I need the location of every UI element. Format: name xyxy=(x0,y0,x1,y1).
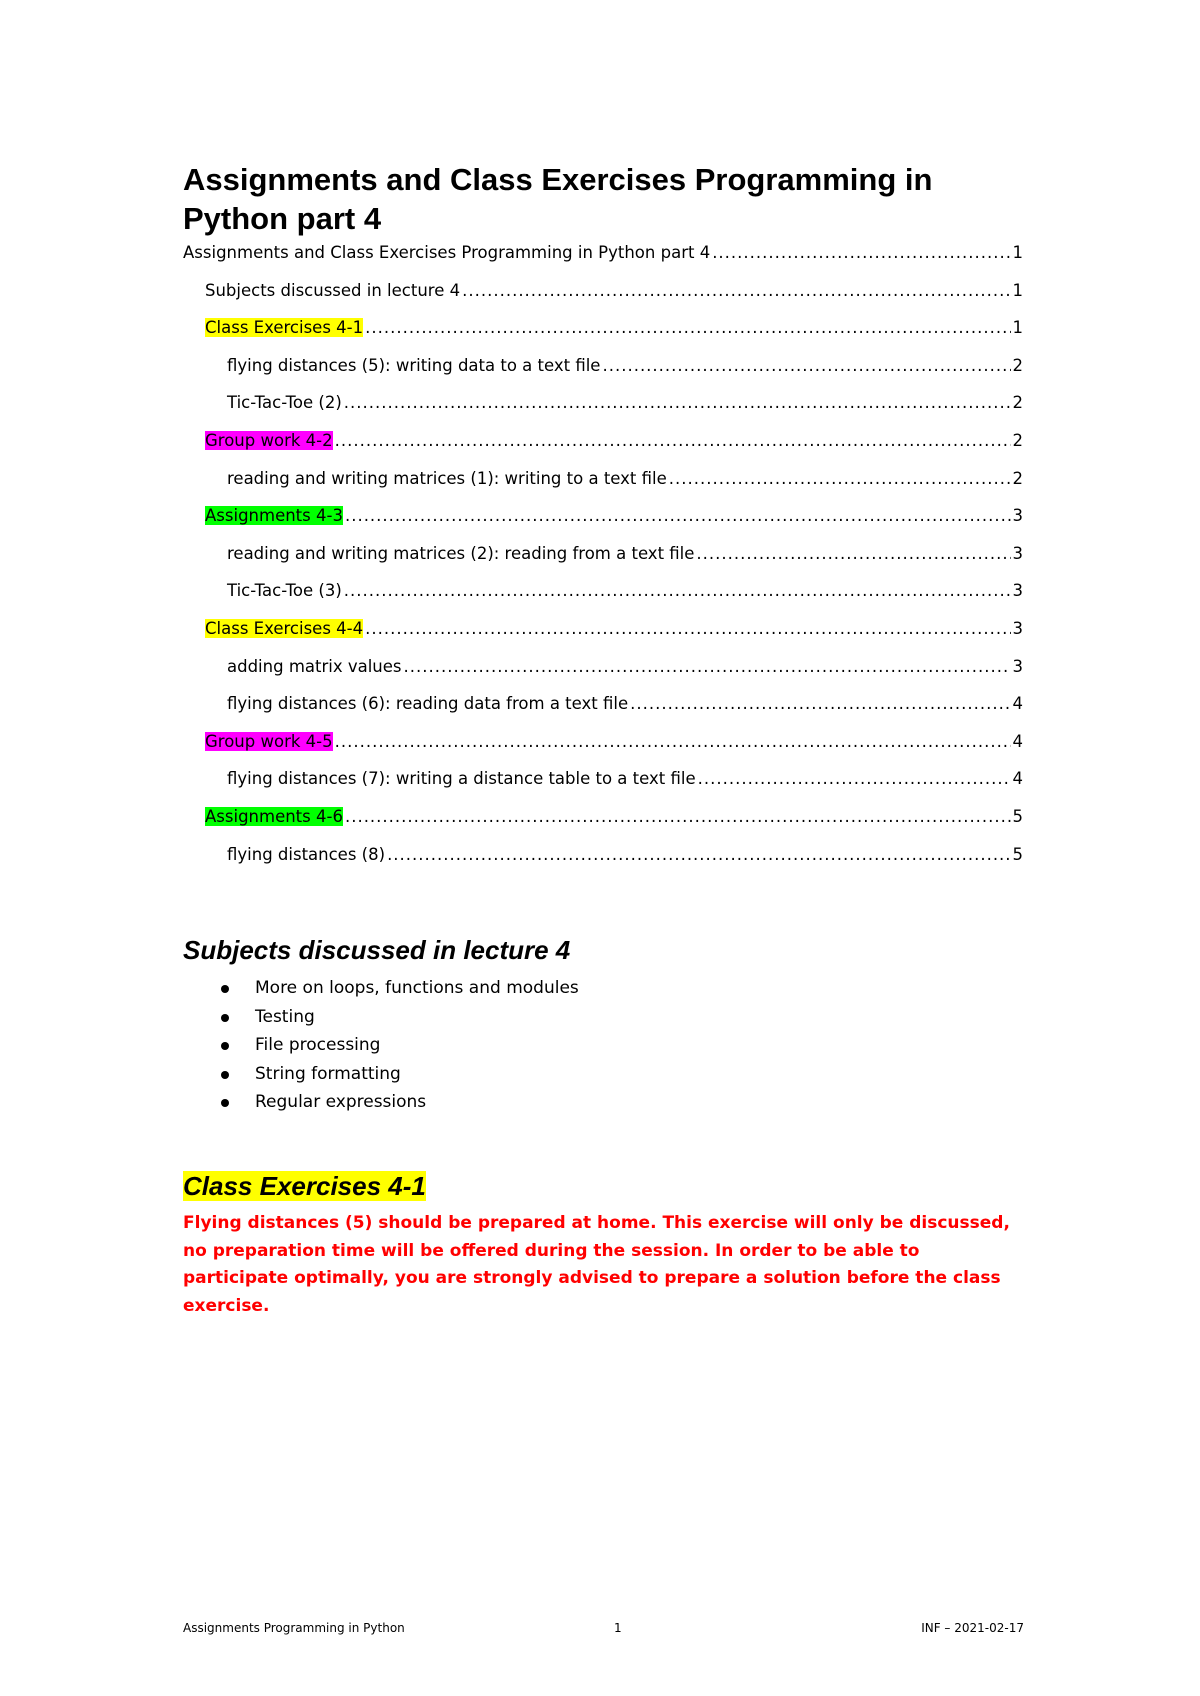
toc-dot-leader xyxy=(602,356,1010,375)
toc-entry[interactable] xyxy=(227,769,1023,793)
subject-item-text: File processing xyxy=(255,1035,381,1055)
toc-dot-leader xyxy=(344,393,1011,412)
bullet-icon xyxy=(221,1042,229,1050)
toc-entry-page: 4 xyxy=(1012,731,1023,751)
toc-entry[interactable] xyxy=(227,544,1023,568)
toc-dot-leader xyxy=(387,845,1010,864)
toc-dot-leader xyxy=(630,694,1010,713)
toc-entry[interactable] xyxy=(205,807,1023,831)
toc-entry-label: Assignments 4-6 xyxy=(205,807,343,826)
toc-dot-leader xyxy=(462,281,1010,300)
toc-dot-leader xyxy=(365,619,1010,638)
toc-entry-label: Class Exercises 4-1 xyxy=(205,318,364,338)
toc-dot-leader xyxy=(344,581,1011,600)
toc-entry-page: 3 xyxy=(1012,619,1023,638)
bullet-icon xyxy=(221,1071,229,1079)
toc-entry-label: adding matrix values xyxy=(227,656,402,676)
toc-dot-leader xyxy=(345,807,1011,826)
toc-entry-label: reading and writing matrices (2): reading from a text file xyxy=(227,543,695,563)
toc-entry-label: Tic-Tac-Toe (2) xyxy=(227,393,342,413)
toc-entry-page: 2 xyxy=(1012,468,1023,488)
subject-item xyxy=(183,1031,579,1060)
toc-entry[interactable] xyxy=(227,657,1023,681)
subject-item-text: Regular expressions xyxy=(255,1092,427,1112)
toc-entry-label: flying distances (5): writing data to a text file xyxy=(227,355,601,375)
class-exercises-heading xyxy=(183,1170,426,1202)
toc-dot-leader xyxy=(335,431,1011,450)
toc-entry-page: 1 xyxy=(1012,318,1023,338)
footer-right: INF – 2021-02-17 xyxy=(921,1621,1024,1635)
toc-entry[interactable] xyxy=(205,281,1023,305)
toc-dot-leader xyxy=(345,506,1011,525)
toc-entry[interactable] xyxy=(227,356,1023,380)
subject-item-text: Testing xyxy=(255,1006,315,1027)
toc-entry-label: reading and writing matrices (1): writing to a text file xyxy=(227,468,667,488)
subject-item xyxy=(183,974,579,1003)
subject-item-text: String formatting xyxy=(255,1063,401,1084)
toc-dot-leader xyxy=(335,732,1011,751)
toc-entry[interactable] xyxy=(227,469,1023,493)
toc-entry-page: 3 xyxy=(1012,581,1023,601)
toc-entry-label: Group work 4-2 xyxy=(205,431,333,450)
subject-item xyxy=(183,1060,579,1089)
class-exercises-heading-text: Class Exercises 4-1 xyxy=(183,1171,426,1201)
toc-entry-label: Assignments 4-3 xyxy=(205,506,343,526)
toc-entry-label: Class Exercises 4-4 xyxy=(205,619,364,638)
toc-entry-page: 1 xyxy=(1012,243,1023,262)
toc-entry-page: 5 xyxy=(1012,807,1023,826)
toc-dot-leader xyxy=(698,769,1011,788)
toc-entry[interactable] xyxy=(205,732,1023,756)
toc-entry[interactable] xyxy=(205,431,1023,455)
toc-entry[interactable] xyxy=(227,393,1023,417)
toc-entry-page: 5 xyxy=(1012,844,1023,864)
toc-dot-leader xyxy=(696,544,1010,563)
subject-item xyxy=(183,1003,579,1032)
subjects-list xyxy=(183,974,579,1117)
toc-entry-label: flying distances (6): reading data from a text file xyxy=(227,694,629,714)
toc-entry[interactable] xyxy=(227,581,1023,605)
bullet-icon xyxy=(221,1014,229,1022)
footer-page-number: 1 xyxy=(614,1621,622,1635)
toc-dot-leader xyxy=(404,657,1011,676)
toc-entry-page: 4 xyxy=(1012,769,1023,789)
toc-entry-label: Tic-Tac-Toe (3) xyxy=(227,581,342,601)
document-title: Assignments and Class Exercises Programming in Python part 4 xyxy=(183,162,933,236)
toc-entry-page: 3 xyxy=(1012,506,1023,526)
subject-item-text: More on loops, functions and modules xyxy=(255,978,579,998)
toc-entry-page: 1 xyxy=(1012,280,1023,300)
toc-entry-label: Subjects discussed in lecture 4 xyxy=(205,280,461,300)
toc-entry-label: Assignments and Class Exercises Programming in Python part 4 xyxy=(183,243,711,262)
toc-entry[interactable] xyxy=(205,318,1023,342)
toc-entry-page: 2 xyxy=(1012,431,1023,450)
toc-dot-leader xyxy=(669,469,1011,488)
toc-entry-label: flying distances (8) xyxy=(227,844,386,864)
bullet-icon xyxy=(221,1099,229,1107)
toc-dot-leader xyxy=(712,243,1010,262)
toc-entry[interactable] xyxy=(205,619,1023,643)
footer-left: Assignments Programming in Python xyxy=(183,1621,405,1635)
toc-dot-leader xyxy=(365,318,1010,337)
bullet-icon xyxy=(221,985,229,993)
toc-entry-page: 3 xyxy=(1012,656,1023,676)
toc-entry[interactable] xyxy=(227,845,1023,869)
subject-item xyxy=(183,1088,579,1117)
toc-entry[interactable] xyxy=(183,243,1023,267)
toc-entry-label: Group work 4-5 xyxy=(205,731,333,751)
toc-entry-page: 2 xyxy=(1012,355,1023,375)
exercise-notice: Flying distances (5) should be prepared at home. This exercise will only be discussed, no preparation time will be offered during the session. In order to be able to participate optimally, you are strongly advised to prepare a solution before the class exercise. xyxy=(183,1213,1010,1316)
subjects-heading: Subjects discussed in lecture 4 xyxy=(183,935,571,965)
toc-entry[interactable] xyxy=(227,694,1023,718)
toc-entry-page: 2 xyxy=(1012,393,1023,413)
toc-entry-page: 4 xyxy=(1012,694,1023,714)
toc-entry-label: flying distances (7): writing a distance table to a text file xyxy=(227,769,696,789)
toc-entry-page: 3 xyxy=(1012,543,1023,563)
toc-entry[interactable] xyxy=(205,506,1023,530)
